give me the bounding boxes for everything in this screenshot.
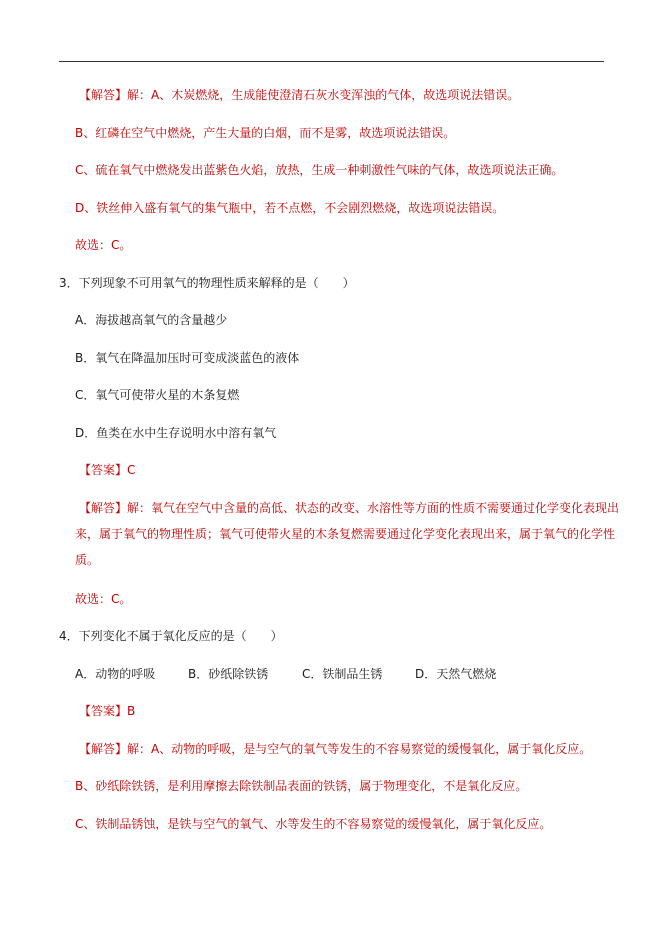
q3-answer: 【答案】C (79, 463, 136, 477)
q4-solution-b: B、砂纸除铁锈，是利用摩擦去除铁制品表面的铁锈，属于物理变化，不是氧化反应。 (75, 779, 528, 793)
q3-solution-line-3: 质。 (75, 553, 100, 567)
q3-solution-line-2: 来，属于氧气的物理性质；氧气可使带火星的木条复燃需要通过化学变化表现出来，属于氧气的化学性 (75, 527, 616, 541)
q4-option-d: D．天然气燃烧 (415, 667, 497, 681)
q3-option-b: B．氧气在降温加压时可变成淡蓝色的液体 (75, 351, 300, 365)
q2-solution-b: B、红磷在空气中燃烧，产生大量的白烟，而不是雾，故选项说法错误。 (75, 126, 456, 140)
q2-final-choice: 故选：C。 (75, 238, 132, 252)
q3-option-d: D．鱼类在水中生存说明水中溶有氧气 (75, 426, 277, 440)
q3-option-c: C．氧气可使带火星的木条复燃 (75, 388, 240, 402)
q4-solution-a: 【解答】解：A、动物的呼吸，是与空气的氧气等发生的不容易察觉的缓慢氧化，属于氧化反应。 (79, 742, 592, 756)
q4-option-a: A．动物的呼吸 (75, 667, 156, 681)
q4-answer: 【答案】B (79, 704, 136, 718)
q2-solution-c: C、硫在氧气中燃烧发出蓝紫色火焰，放热，生成一种刺激性气味的气体，故选项说法正确。 (75, 163, 564, 177)
q3-solution-line-1: 【解答】解：氧气在空气中含量的高低、状态的改变、水溶性等方面的性质不需要通过化学变化表现出 (79, 501, 620, 515)
q4-solution-c: C、铁制品锈蚀，是铁与空气的氧气、水等发生的不容易察觉的缓慢氧化，属于氧化反应。 (75, 817, 552, 831)
q4-stem: 4．下列变化不属于氧化反应的是（ ） (59, 629, 283, 643)
q3-final-choice: 故选：C。 (75, 592, 132, 606)
q4-option-c: C．铁制品生锈 (302, 667, 383, 681)
q3-stem: 3．下列现象不可用氧气的物理性质来解释的是（ ） (59, 276, 355, 290)
header-rule (59, 61, 604, 62)
q3-option-a: A．海拔越高氧气的含量越少 (75, 313, 228, 327)
q4-option-b: B．砂纸除铁锈 (188, 667, 269, 681)
q2-solution-a: 【解答】解：A、木炭燃烧，生成能使澄清石灰水变浑浊的气体，故选项说法错误。 (79, 88, 520, 102)
q2-solution-d: D、铁丝伸入盛有氧气的集气瓶中，若不点燃，不会剧烈燃烧，故选项说法错误。 (75, 201, 505, 215)
